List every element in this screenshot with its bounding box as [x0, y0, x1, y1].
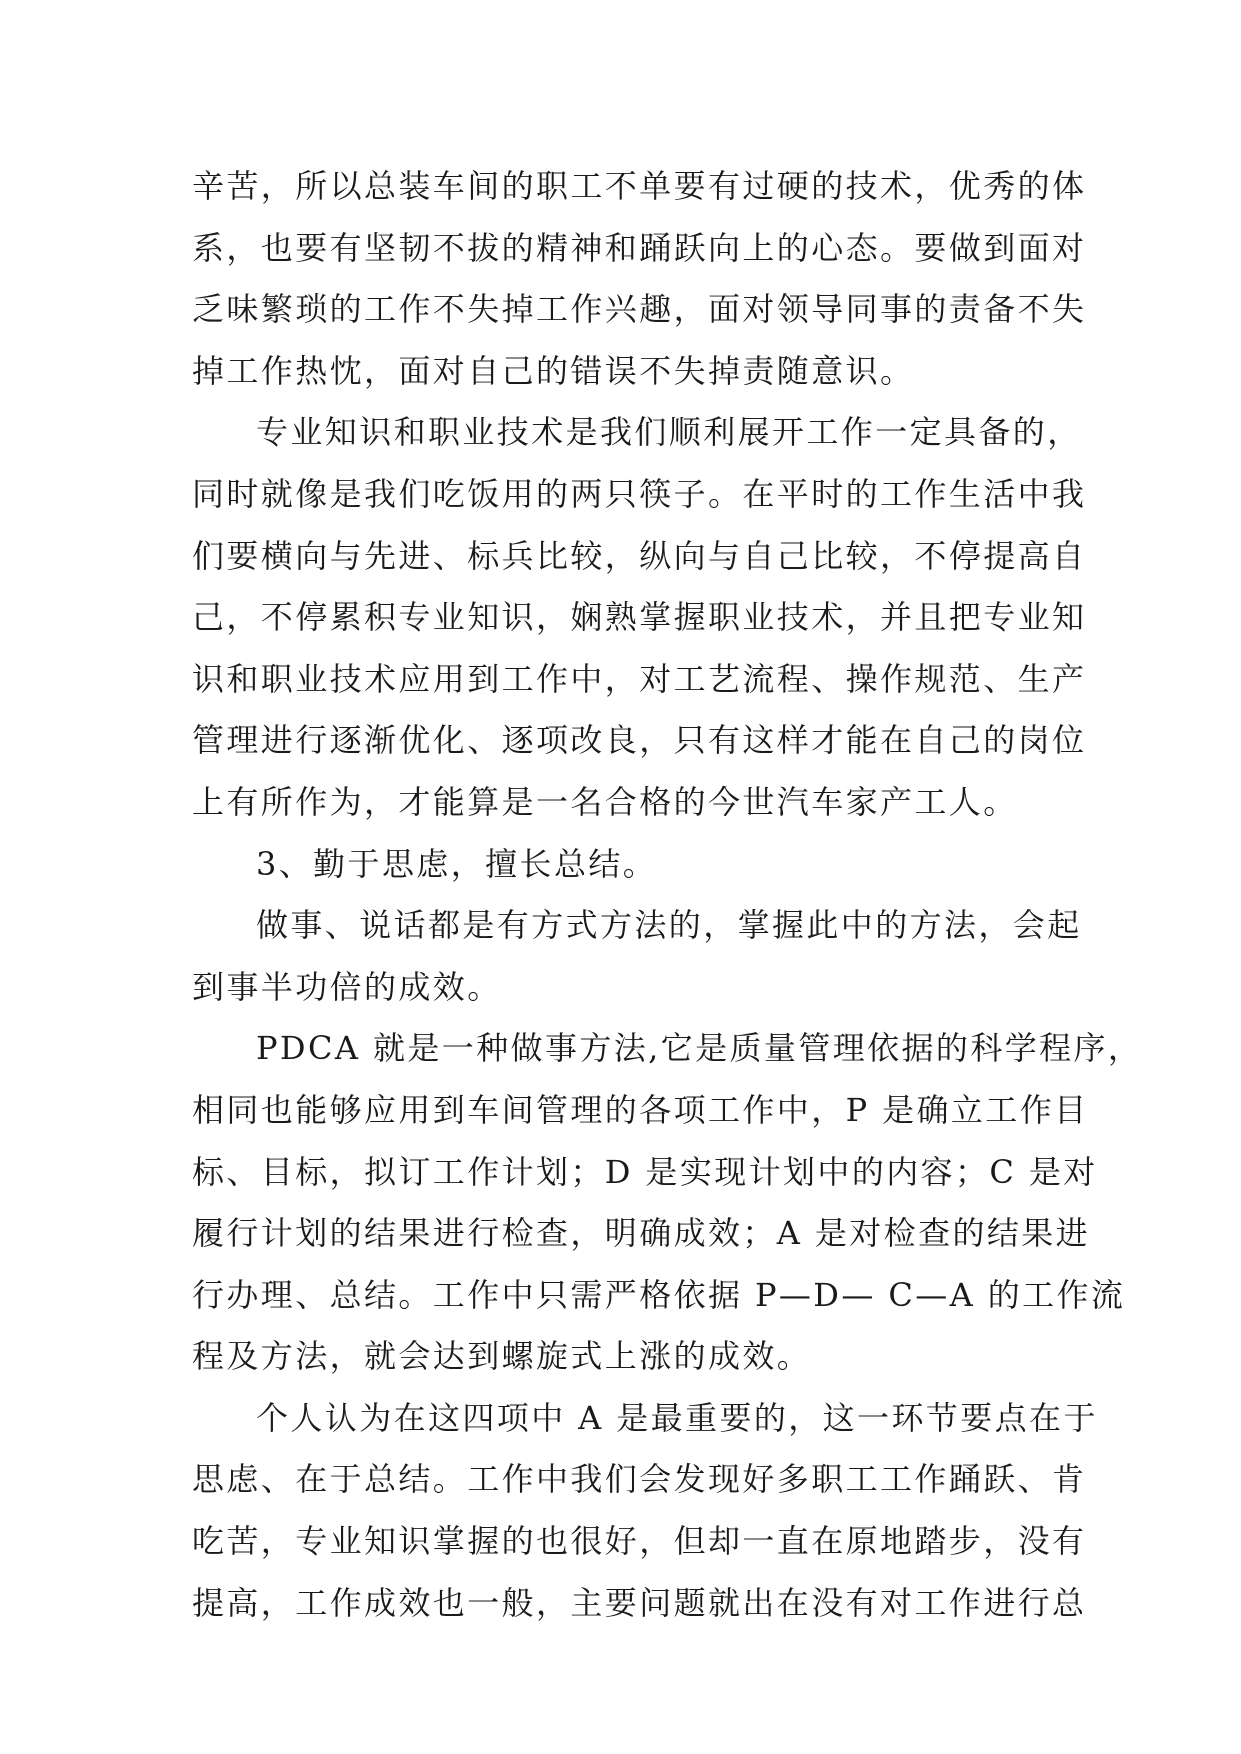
- text-line: 到事半功倍的成效。: [192, 967, 502, 1006]
- section-heading: 3、勤于思虑，擅长总结。: [256, 844, 658, 883]
- text-line: 专业知识和职业技术是我们顺利展开工作一定具备的，: [256, 413, 1082, 452]
- text-line: PDCA 就是一种做事方法,它是质量管理依据的科学程序，: [256, 1029, 1143, 1068]
- text-line: 履行计划的结果进行检查，明确成效；A 是对检查的结果进: [192, 1214, 1091, 1253]
- text-line: 乏味繁琐的工作不失掉工作兴趣，面对领导同事的责备不失: [192, 290, 1087, 329]
- document-body: [192, 156, 1143, 1634]
- text-line: 们要横向与先进、标兵比较，纵向与自己比较，不停提高自: [192, 536, 1087, 575]
- text-line: 思虑、在于总结。工作中我们会发现好多职工工作踊跃、肯: [192, 1460, 1087, 1499]
- text-line: 相同也能够应用到车间管理的各项工作中，P 是确立工作目: [192, 1090, 1089, 1129]
- text-line: 提高，工作成效也一般，主要问题就出在没有对工作进行总: [192, 1583, 1087, 1622]
- text-line: 上有所作为，才能算是一名合格的今世汽车家产工人。: [192, 782, 1018, 821]
- text-line: 标、目标，拟订工作计划；D 是实现计划中的内容；C 是对: [192, 1152, 1098, 1191]
- text-line: 己，不停累积专业知识，娴熟掌握职业技术，并且把专业知: [192, 598, 1087, 637]
- text-line: 同时就像是我们吃饭用的两只筷子。在平时的工作生活中我: [192, 474, 1087, 513]
- text-line: 吃苦，专业知识掌握的也很好，但却一直在原地踏步，没有: [192, 1522, 1087, 1561]
- text-line: 程及方法，就会达到螺旋式上涨的成效。: [192, 1337, 812, 1376]
- text-line: 系，也要有坚韧不拔的精神和踊跃向上的心态。要做到面对: [192, 228, 1087, 267]
- text-line: 掉工作热忱，面对自己的错误不失掉责随意识。: [192, 351, 915, 390]
- text-line: 管理进行逐渐优化、逐项改良，只有这样才能在自己的岗位: [192, 721, 1087, 760]
- text-line: 行办理、总结。工作中只需严格依据 P—D— C—A 的工作流: [192, 1275, 1126, 1314]
- text-line: 辛苦，所以总装车间的职工不单要有过硬的技术，优秀的体: [192, 167, 1087, 205]
- text-line: 个人认为在这四项中 A 是最重要的，这一环节要点在于: [256, 1398, 1098, 1437]
- text-line: 识和职业技术应用到工作中，对工艺流程、操作规范、生产: [192, 659, 1087, 698]
- text-line: 做事、说话都是有方式方法的，掌握此中的方法，会起: [256, 906, 1082, 945]
